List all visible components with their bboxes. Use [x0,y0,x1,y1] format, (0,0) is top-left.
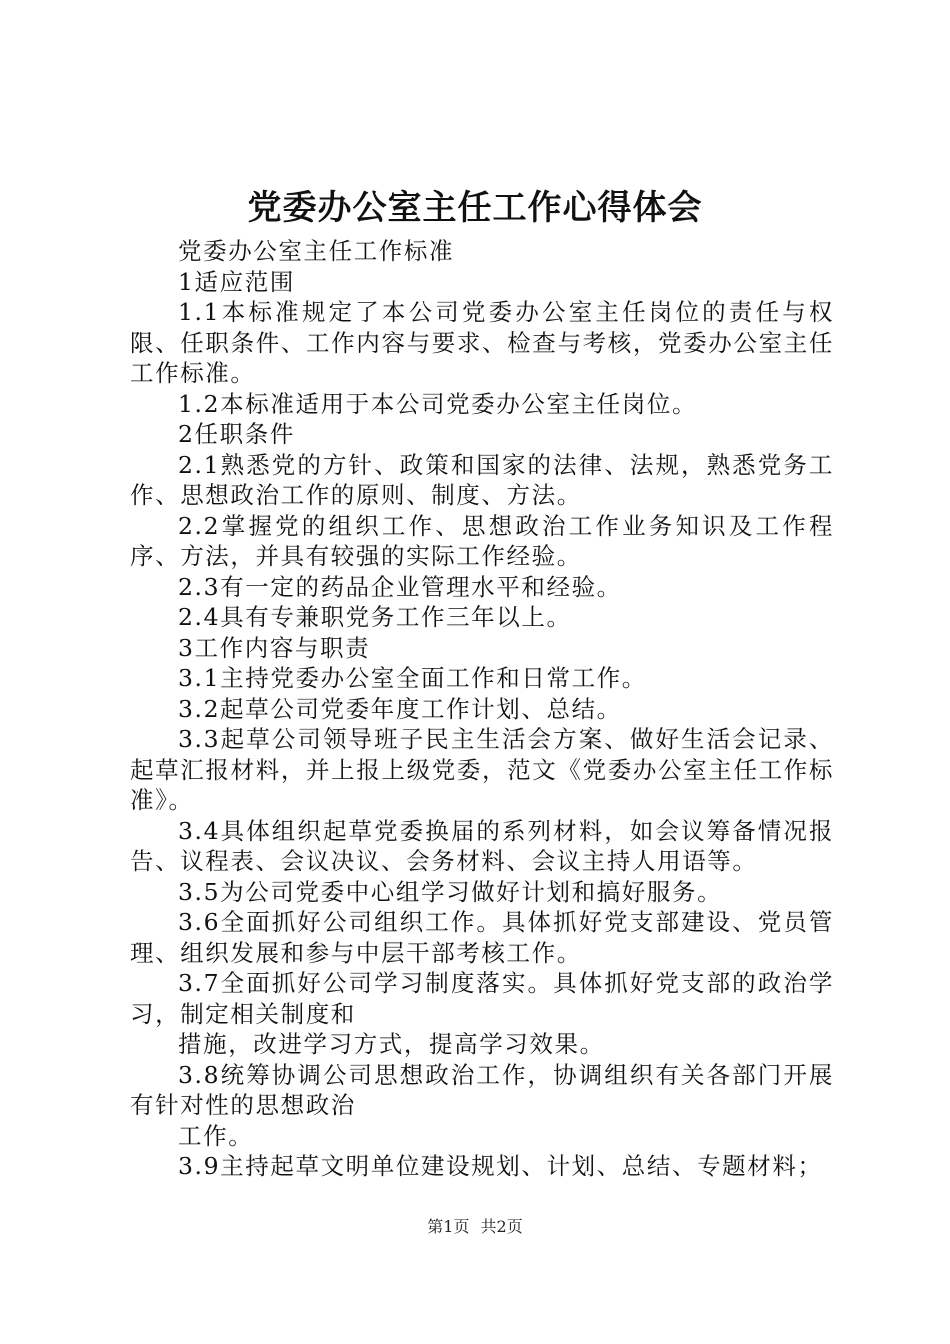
page-total: 共2页 [480,1217,523,1236]
paragraph: 3.5为公司党委中心组学习做好计划和搞好服务。 [178,877,723,906]
section-heading: 2任职条件 [178,420,295,448]
paragraph: 3.9主持起草文明单位建设规划、计划、总结、专题材料； [178,1152,823,1180]
paragraph: 2.3有一定的药品企业管理水平和经验。 [178,572,622,601]
paragraph: 2.2掌握党的组织工作、思想政治工作业务知识及工作程序、方法，并具有较强的实际工作经验。 [130,511,834,570]
paragraph: 1.2本标准适用于本公司党委办公室主任岗位。 [178,389,698,418]
paragraph: 3.6全面抓好公司组织工作。具体抓好党支部建设、党员管理、组织发展和参与中层干部考核工作。 [130,908,834,967]
page-number: 第1页 [427,1217,470,1236]
paragraph-continuation: 工作。 [178,1121,254,1150]
paragraph: 3.4具体组织起草党委换届的系列材料，如会议筹备情况报告、议程表、会议决议、会务材料、会议主持人用语等。 [130,816,834,875]
paragraph: 3.1主持党委办公室全面工作和日常工作。 [178,664,647,692]
paragraph: 3.7全面抓好公司学习制度落实。具体抓好党支部的政治学习，制定相关制度和 [130,969,834,1028]
paragraph: 3.2起草公司党委年度工作计划、总结。 [178,694,622,723]
document-title: 党委办公室主任工作心得体会 [247,188,703,228]
paragraph: 1.1本标准规定了本公司党委办公室主任岗位的责任与权限、任职条件、工作内容与要求、检查与考核，党委办公室主任工作标准。 [130,298,834,387]
page-footer [0,1216,950,1238]
paragraph: 3.3起草公司领导班子民主生活会方案、做好生活会记录、起草汇报材料，并上报上级党委，范文《党委办公室主任工作标准》。 [130,725,834,814]
section-heading: 1适应范围 [178,267,295,296]
paragraph: 2.4具有专兼职党务工作三年以上。 [178,603,572,631]
section-heading: 3工作内容与职责 [178,633,371,662]
paragraph: 3.8统筹协调公司思想政治工作，协调组织有关各部门开展有针对性的思想政治 [130,1060,834,1119]
paragraph: 党委办公室主任工作标准 [178,237,455,265]
paragraph-continuation: 措施，改进学习方式，提高学习效果。 [178,1030,605,1058]
document-body [130,236,834,1182]
paragraph: 2.1熟悉党的方针、政策和国家的法律、法规，熟悉党务工作、思想政治工作的原则、制度、方法。 [130,450,834,509]
